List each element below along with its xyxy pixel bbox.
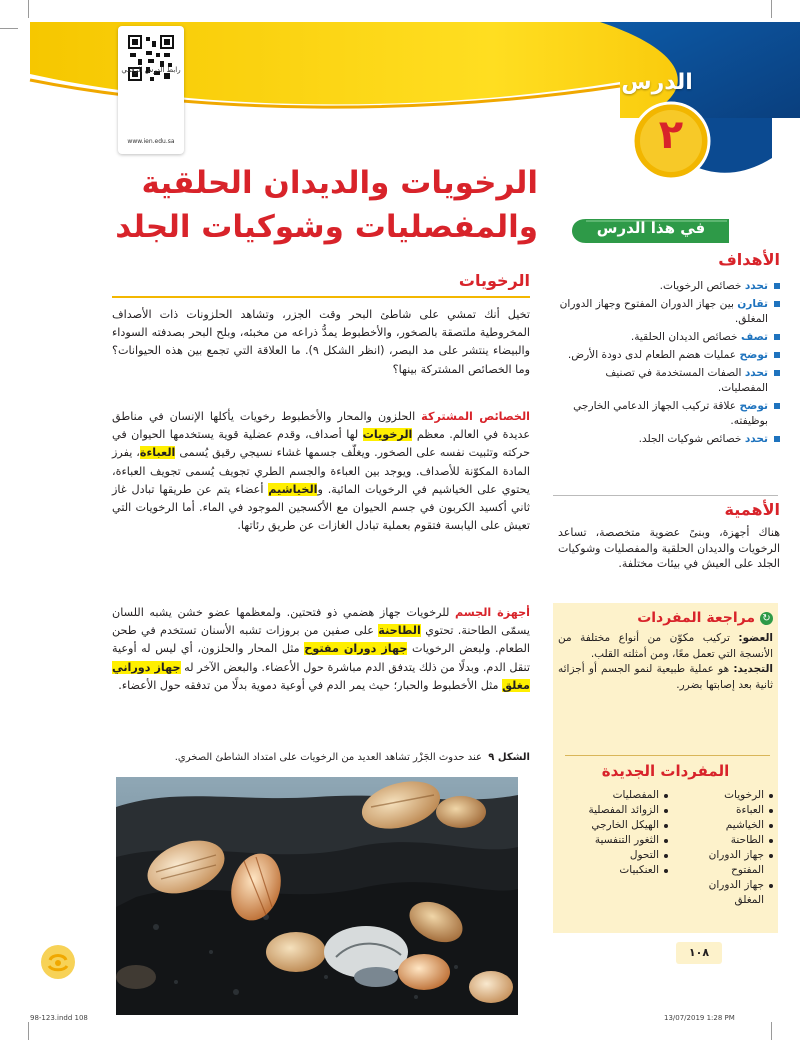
importance-text: هناك أجهزة، وبنىً عضوية متخصصة، تساعد الرخويات والديدان الحلقية والمفصليات وشوكيات الجلد على العيش في بيئات مختلفة.	[558, 526, 780, 570]
lesson-number: ٢	[658, 112, 684, 158]
objective-item: تقارن بين جهاز الدوران المفتوح وجهاز الدوران المغلق.	[558, 297, 780, 327]
qr-url: www.ien.edu.sa	[127, 138, 175, 145]
vocab-term: العنكبيات	[558, 863, 668, 878]
vocab-review-icon: ↻	[760, 612, 773, 625]
lesson-title-line1: الرخويات والديدان الحلقية	[141, 165, 538, 201]
bullet-icon	[774, 301, 780, 307]
new-vocab-column-left	[558, 788, 668, 908]
section-rule	[112, 296, 530, 298]
vocab-term: الرخويات	[693, 788, 773, 803]
bullet-icon	[774, 370, 780, 376]
qr-caption: رابط الدرس الرقمي	[121, 66, 181, 74]
qr-code-icon	[128, 35, 174, 81]
vocab-term: جهاز الدوران المفتوح	[693, 848, 773, 878]
objective-item: تحدد الصفات المستخدمة في تصنيف المفصليات.	[558, 366, 780, 396]
bullet-icon	[774, 352, 780, 358]
vocab-term: الثغور التنفسية	[558, 833, 668, 848]
importance-heading: الأهمية	[724, 500, 780, 519]
digital-lesson-qr-card[interactable]	[118, 26, 184, 154]
footer-date: 13/07/2019 1:28 PM	[664, 1014, 735, 1022]
objective-item: تحدد خصائص الرخويات.	[558, 279, 780, 294]
crop-mark	[28, 0, 29, 18]
vocab-term: الزوائد المفصلية	[558, 803, 668, 818]
vocab-term: التحول	[558, 848, 668, 863]
vocab-review-section	[558, 610, 773, 693]
new-vocab-heading: المفردات الجديدة	[601, 762, 730, 780]
figure-photo-mollusks	[116, 777, 518, 1015]
vocab-term: الطاحنة	[693, 833, 773, 848]
footer-file-name: 98-123.indd 108	[30, 1014, 88, 1022]
keyword-highlight: الطاحنة	[378, 624, 421, 638]
objectives-section	[550, 250, 780, 450]
keyword-highlight: الخياشيم	[268, 482, 318, 496]
keyword-highlight: العباءة	[139, 446, 176, 460]
lesson-label: الدرس	[621, 70, 693, 95]
objective-item: تصف خصائص الديدان الحلقية.	[558, 330, 780, 345]
publisher-logo	[40, 944, 76, 980]
objectives-heading: الأهداف	[718, 250, 780, 269]
divider	[565, 755, 770, 756]
bullet-icon	[774, 436, 780, 442]
paragraph-common-features: الخصائص المشتركة الحلزون والمحار والأخطبوط رخويات يأكلها الإنسان في مناطق عديدة في العالم. معظم الرخويات لها أصداف، وقدم عضلية قوية يستخدمها الحيوان في حركته وتثبيت نفسه على الصخور. ويغلّف جسمها غشاء نسيجي رقيق يُسمى العباءة، يفرز المادة المكوّنة للأصداف. ويوجد بين العباءة والجسم الطري تجويف يُسمى تجويف العباءة، يحتوي على الخياشيم في الرخويات المائية. والخياشيم أعضاء يتم عن طريقها تبادل غاز ثاني أكسيد الكربون في جسم الحيوان مع الأكسجين الموجود في الماء. أما الرخويات التي تعيش على اليابسة فتقوم بعملية تبادل الغازات عن طريق رئاتها.	[112, 410, 530, 533]
keyword-highlight: جهاز دوران مفتوح	[304, 642, 408, 656]
bullet-icon	[774, 334, 780, 340]
crop-mark	[771, 1022, 772, 1040]
objective-item: توضح علاقة تركيب الجهاز الدعامي الخارجي بوظيفته.	[558, 399, 780, 429]
intro-paragraph: تخيل أنك تمشي على شاطئ البحر وقت الجزر، وتشاهد الحلزونات ذات الأصداف المخروطية ملتصقة بالصخور، والأخطبوط يمدُّ ذراعه من مخبئه، وبلح البحر بصدفته السوداء والبيضاء ينتشر على مد البصر، (انظر الشكل ٩). ما العلاقة التي تجمع بين هذه الحيوانات؟ وما الخصائص المشتركة بينها؟	[112, 308, 530, 376]
keyword-highlight: الرخويات	[362, 428, 413, 442]
vocab-review-heading: مراجعة المفردات	[637, 610, 755, 626]
vocab-term: الهيكل الخارجي	[558, 818, 668, 833]
paragraph-body-systems: أجهزة الجسم للرخويات جهاز هضمي ذو فتحتين. ولمعظمها عضو خشن يشبه اللسان يسمّى الطاحنة. تحتوي الطاحنة على صفين من بروزات تشبه الأسنان تستخدم في طحن الطعام. ولبعض الرخويات جهاز دوران مفتوح مثل المحار والحلزون، أي ليس له أوعية تنقل الدم. وبدلًا من ذلك يتدفق الدم مباشرة حول الأعضاء. والبعض الآخر له جهاز دوراني مغلق مثل الأخطبوط والحبار؛ حيث يمر الدم في أوعية دموية بدلًا من تدفقه حول الأعضاء.	[112, 606, 531, 692]
vocab-term: المفصليات	[558, 788, 668, 803]
new-vocab-section	[558, 762, 773, 908]
bullet-icon	[774, 403, 780, 409]
crop-mark	[771, 0, 772, 18]
section-heading: الرخويات	[458, 271, 530, 290]
page-number: ١٠٨	[676, 942, 722, 964]
new-vocab-column-right	[693, 788, 773, 908]
objective-item: توضح عمليات هضم الطعام لدى دودة الأرض.	[558, 348, 780, 363]
bullet-icon	[774, 283, 780, 289]
objectives-list	[558, 279, 780, 447]
vocab-term: العباءة	[693, 803, 773, 818]
vocab-term: الخياشيم	[693, 818, 773, 833]
vocab-review-item: العضو: تركيب مكوّن من أنواع مختلفة من الأنسجة التي تعمل معًا، ومن أمثلته القلب.	[558, 632, 773, 660]
vocab-term: جهاز الدوران المغلق	[693, 878, 773, 908]
lesson-title-line2: والمفصليات وشوكيات الجلد	[115, 209, 538, 245]
divider	[553, 495, 778, 496]
in-this-lesson-label: في هذا الدرس	[596, 219, 706, 237]
keyword-highlight: جهاز دوراني مغلق	[112, 660, 530, 692]
vocab-review-item: التجديد: هو عملية طبيعية لنمو الجسم أو أجزائه ثانية بعد إصابتها بضرر.	[558, 663, 773, 691]
crop-mark	[28, 1022, 29, 1040]
figure-caption: الشكل ٩ عند حدوث الجَزْر تشاهد العديد من الرخويات على امتداد الشاطئ الصخري.	[174, 752, 530, 763]
section-heading-wrap	[112, 272, 530, 290]
objective-item: تحدد خصائص شوكيات الجلد.	[558, 432, 780, 447]
importance-section	[550, 500, 780, 572]
